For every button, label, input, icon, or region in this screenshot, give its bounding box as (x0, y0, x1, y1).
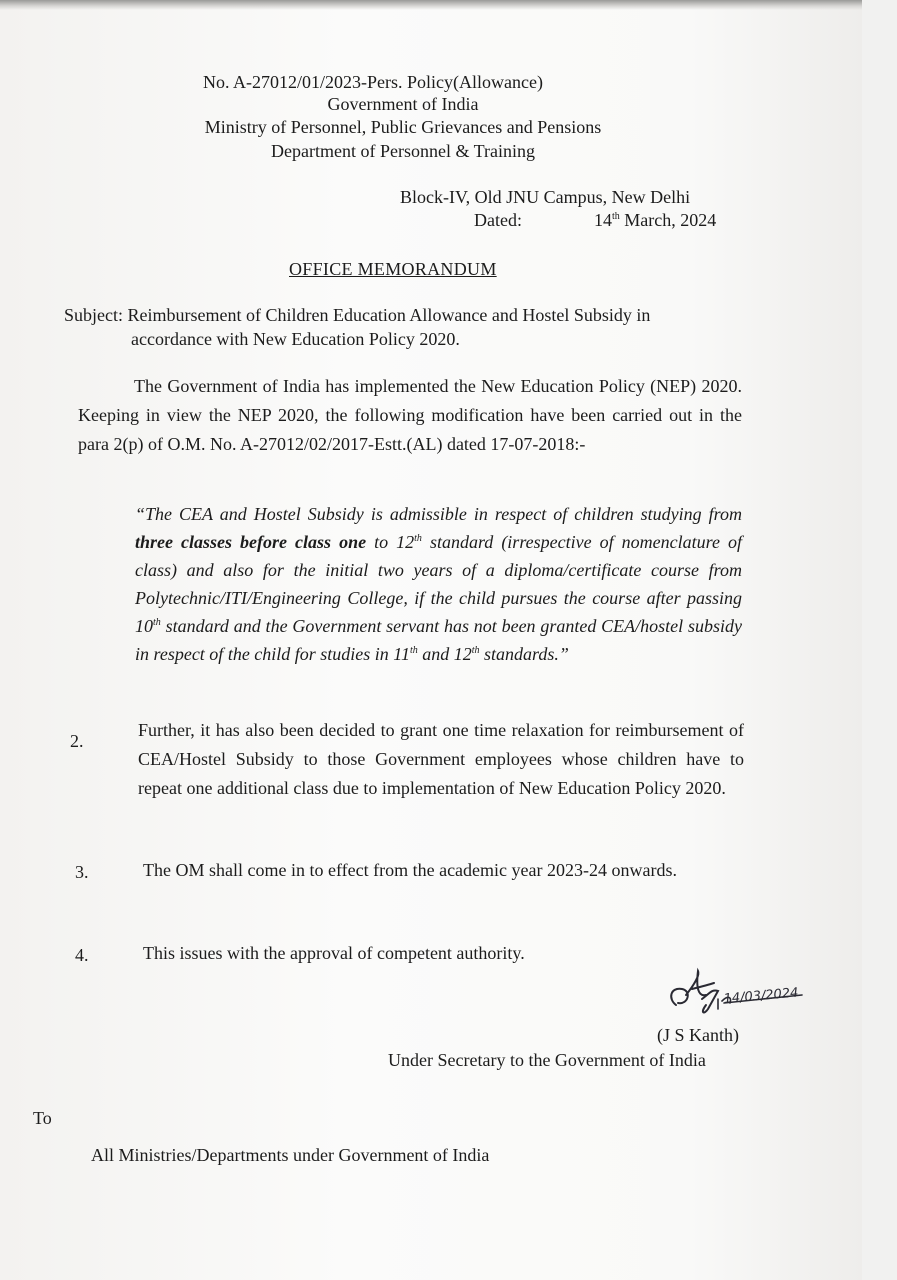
date-line (474, 210, 717, 231)
right-margin-strip (862, 0, 897, 1280)
handwritten-signature (662, 965, 812, 1020)
date-value: 14th March, 2024 (594, 210, 717, 230)
paragraph-4-number: 4. (75, 945, 89, 965)
subject (64, 303, 744, 351)
subject-line-1: Subject: Reimbursement of Children Education Allowance and Hostel Subsidy in (64, 305, 651, 325)
signatory-designation: Under Secretary to the Government of India (388, 1050, 706, 1070)
office-address: Block-IV, Old JNU Campus, New Delhi (400, 187, 691, 207)
paragraph-2-number: 2. (70, 731, 84, 751)
dated-label: Dated: (474, 210, 522, 230)
paragraph-2: Further, it has also been decided to grant one time relaxation for reimbursement of CEA/Hostel Subsidy to those Government employees whose children have to repeat one additional class due to implementation of New Education Policy 2020. (138, 720, 744, 798)
to-label: To (33, 1108, 52, 1128)
header-department: Department of Personnel & Training (271, 141, 535, 161)
header-ministry: Ministry of Personnel, Public Grievances and Pensions (204, 117, 602, 137)
paragraph-1: The Government of India has implemented the New Education Policy (NEP) 2020. Keeping in view the NEP 2020, the following modification have been carried out in the para 2(p) of O.M. No. A-27012/02/2017-Estt.(AL) dated 17-07-2018:- (78, 376, 742, 454)
paragraph-4: This issues with the approval of competent authority. (143, 943, 525, 963)
memo-title: OFFICE MEMORANDUM (289, 259, 497, 279)
page-top-edge (0, 0, 862, 10)
signatory-name: (J S Kanth) (657, 1025, 739, 1045)
subject-line-2: accordance with New Education Policy 2020. (131, 329, 460, 349)
quoted-modification: “The CEA and Hostel Subsidy is admissible in respect of children studying from three classes before class one to 12th standard (irrespective of nomenclature of class) and also for the initial two years of a diploma/certificate course from Polytechnic/ITI/Engineering College, if the child pursues the course after passing 10th standard and the Government servant has not been granted CEA/hostel subsidy in respect of the child for studies in 11th and 12th standards.” (135, 504, 742, 664)
addressee: All Ministries/Departments under Government of India (91, 1145, 490, 1165)
signature-date: 14/03/2024 (723, 985, 800, 1007)
paragraph-3: The OM shall come in to effect from the academic year 2023-24 onwards. (143, 860, 677, 880)
paragraph-3-number: 3. (75, 862, 89, 882)
reference-number: No. A-27012/01/2023-Pers. Policy(Allowance) (203, 72, 543, 92)
header-government: Government of India (327, 94, 479, 114)
